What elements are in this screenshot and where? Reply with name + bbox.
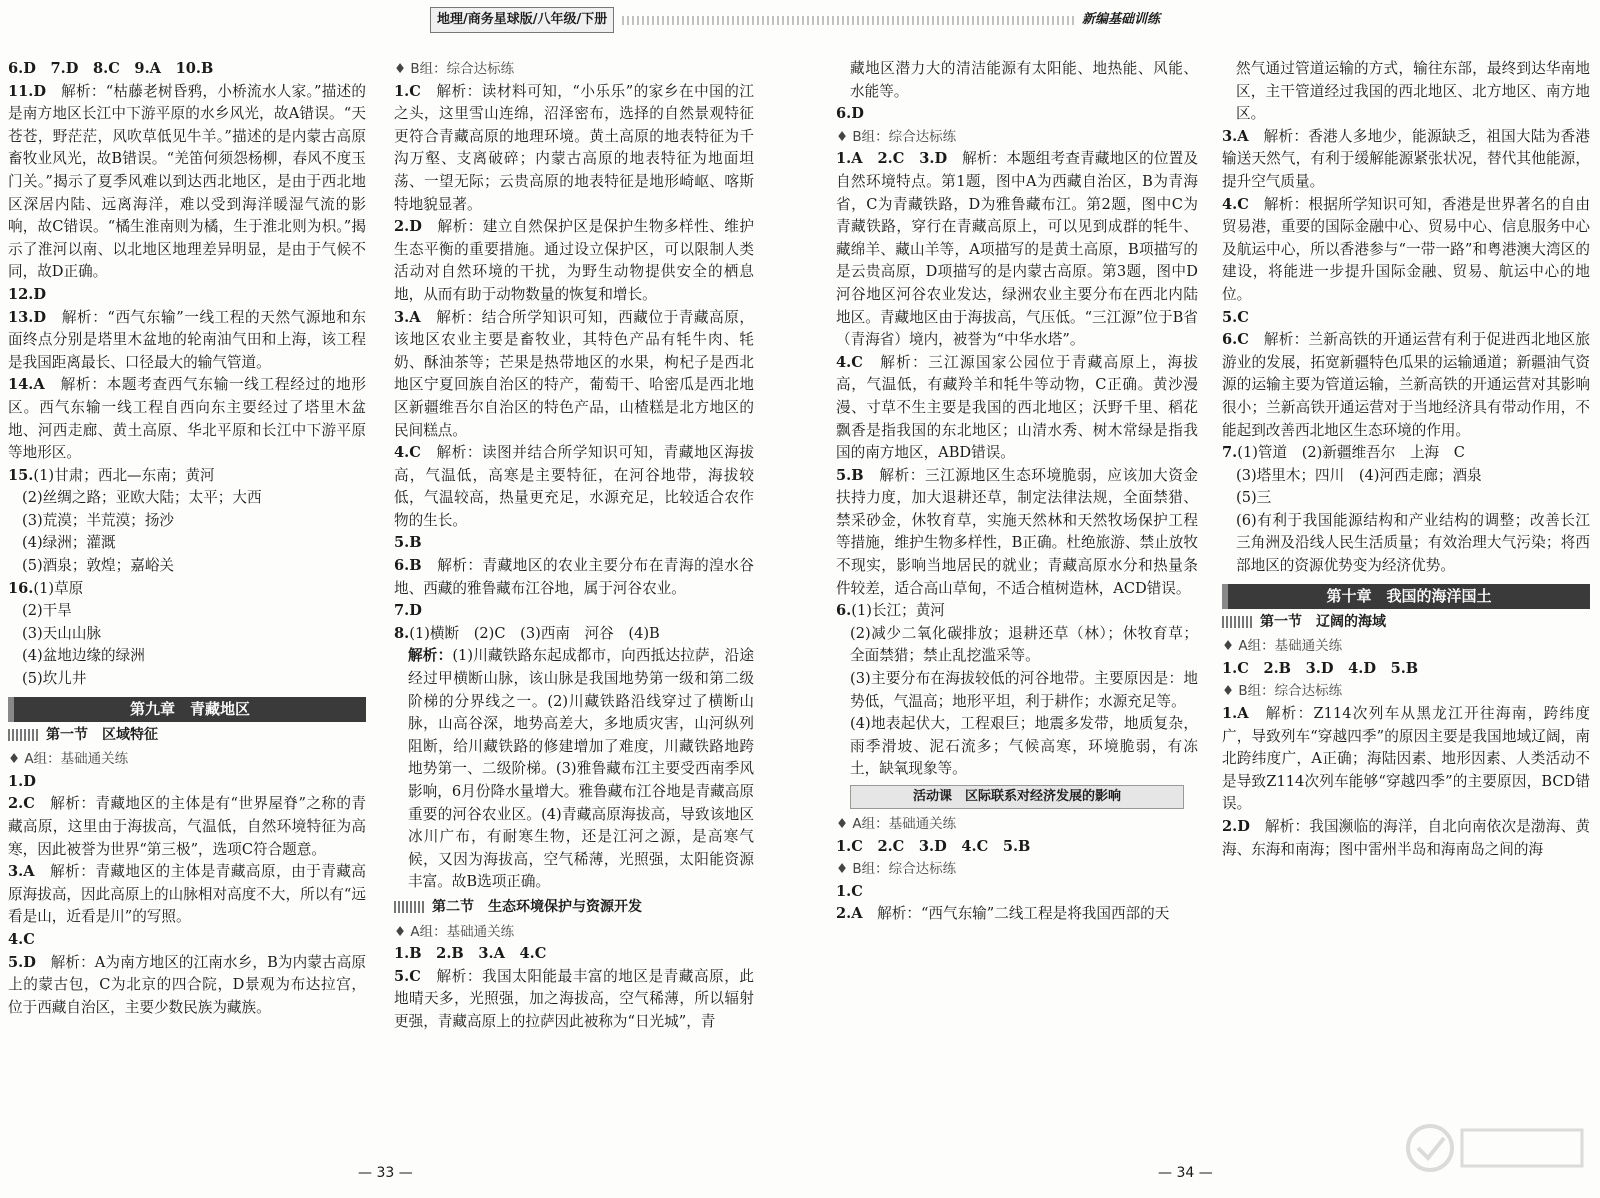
exercise-group-label: ♦ A组：基础通关练 (394, 923, 515, 940)
answer-text: (1)长江；黄河 (851, 602, 945, 620)
answer-key: 1.C (394, 82, 437, 100)
answer-item (394, 555, 754, 600)
answer-item (8, 578, 366, 601)
answer-item (394, 216, 754, 306)
answer-key: 6.B (394, 557, 438, 575)
answer-key: 4.C (1222, 195, 1264, 213)
answer-key: 7.D (394, 602, 422, 620)
answer-text: 解析：根据所学知识可知，香港是世界著名的自由贸易港，重要的国际金融中心、贸易中心、信息服务中心及航运中心，所以香港参与“一带一路”和粤港澳大湾区的建设，将能进一步提升国际金融、贸易、航运中心的地位。 (1222, 195, 1590, 303)
answer-item (394, 943, 754, 966)
answer-text: 解析：建立自然保护区是保护生物多样性、维护生态平衡的重要措施。通过设立保护区，可以限制人类活动对自然环境的干扰，为野生动物提供安全的栖息地，从而有助于动物数量的恢复和增长。 (394, 218, 754, 303)
answer-key: 12.D (8, 285, 47, 303)
column-4 (1222, 58, 1590, 861)
chapter-heading: 第九章 青藏地区 (8, 697, 366, 722)
answer-text: 解析：香港人多地少，能源缺乏，祖国大陆为香港输送天然气，有利于缓解能源紧张状况，替代其他能源，提升空气质量。 (1222, 127, 1590, 190)
answer-text: (1)川藏铁路东起成都市，向西抵达拉萨，沿途经过甲横断山脉，该山脉是我国地势第一级和第二级阶梯的分界线之一。(2)川藏铁路沿线穿过了横断山脉，山高谷深，地势高差大，多地质灾害，山河纵列阻断，给川藏铁路的修建增加了难度，川藏铁路地跨地势第一、二级阶梯。(3)雅鲁藏布江主要受西南季风影响，6月份降水量增大。雅鲁藏布江谷地是青藏高原重要的河谷农业区。(4)青藏高原海拔高，导致该地区冰川广布，有耐寒生物，还是江河之源，是高寒气候，又因为海拔高，空气稀薄，光照强，太阳能资源丰富。故B选项正确。 (408, 647, 754, 891)
answer-text: (4)盆地边缘的绿洲 (22, 647, 145, 665)
answer-item (8, 284, 366, 307)
answer-text: 解析：“西气东输”二线工程是将我国西部的天 (877, 905, 1170, 923)
answer-key: 2.C (8, 795, 51, 813)
section-title: 第一节 辽阔的海域 (1260, 613, 1386, 630)
answer-text: 解析：读图并结合所学知识可知，青藏地区海拔高，气温低，高寒是主要特征，在河谷地带，海拔较低，气温较高，热量更充足，水源充足，比较适合农作物的生长。 (394, 444, 754, 529)
page-number-right: — 34 — (1158, 1165, 1213, 1181)
exercise-group-label: ♦ B组：综合达标练 (394, 61, 515, 77)
header-title: 地理/商务星球版/八年级/下册 (430, 7, 614, 34)
answer-key: 5.B (836, 466, 880, 484)
answer-text: 解析：兰新高铁的开通运营有利于促进西北地区旅游业的发展，拓宽新疆特色瓜果的运输通道；新疆油气资源的运输主要为管道运输，兰新高铁的开通运营对其影响很小；兰新高铁开通运营对于当地经济具有带动作用，不能起到改善西北地区生态环境的作用。 (1222, 331, 1590, 439)
section-bars-icon (394, 901, 426, 913)
answer-text: (1)草原 (33, 579, 84, 597)
answer-item (836, 465, 1198, 601)
answer-item (1222, 510, 1590, 578)
answer-text: 解析：结合所学知识可知，西藏位于青藏高原，该地区农业主要是畜牧业，其特色产品有牦牛肉、牦奶、酥油茶等；芒果是热带地区的水果，枸杞子是西北地区宁夏回族自治区的特产，葡萄干、哈密瓜是西北地区新疆维吾尔自治区的特色产品，山楂糕是北方地区的民间糕点。 (394, 308, 754, 439)
section-heading (1222, 611, 1590, 634)
answer-item (836, 148, 1198, 351)
answer-text: (3)主要分布在海拔较低的河谷地带。主要原因是：地势低，气温高；地形平坦，利于耕作；水源充足等。 (850, 670, 1198, 710)
answer-text: 解析：青藏地区的主体是青藏高原，由于青藏高原海拔高，因此高原上的山脉相对高度不大，所以有“远看是山，近看是川”的写照。 (8, 863, 366, 926)
watermark-icon (1400, 1118, 1590, 1178)
answer-key: 2.D (394, 218, 438, 236)
answer-item (394, 532, 754, 555)
answer-key: 6.D (836, 105, 864, 123)
answer-text: (3)塔里木；四川 (4)河西走廊；酒泉 (1236, 466, 1482, 484)
answer-item (836, 903, 1198, 926)
answer-text: (6)有利于我国能源结构和产业结构的调整；改善长江三角洲及沿线人民生活质量；有效治理大气污染；将西部地区的资源优势变为经济优势。 (1236, 511, 1590, 575)
answer-key: 6.D 7.D 8.C 9.A 10.B (8, 60, 214, 77)
answer-item (836, 668, 1198, 713)
section-heading (394, 896, 754, 919)
answer-key: 1.C 2.B 3.D 4.D 5.B (1222, 659, 1419, 677)
answer-item (8, 645, 366, 668)
answer-item (836, 103, 1198, 126)
answer-text: 解析：本题组考查青藏地区的位置及自然环境特点。第1题，图中A为西藏自治区，B为青海省，C为青藏铁路，D为雅鲁藏布江。第2题，图中C为青藏铁路，穿行在青藏高原上，可以见到成群的牦牛、藏绵羊、藏山羊等，A项描写的是黄土高原，B项描写的是云贵高原，D项描写的是内蒙古高原。第3题，图中D河谷地区河谷农业发达，绿洲农业主要分布在西北内陆地区。青藏地区由于海拔高，气压低。“三江源”位于B省（青海省）境内，被誉为“中华水塔”。 (836, 150, 1198, 349)
answer-text: 解析：我国濒临的海洋，自北向南依次是渤海、黄海、东海和南海；图中雷州半岛和海南岛之间的海 (1222, 818, 1590, 858)
answer-text: (5)三 (1236, 489, 1272, 507)
answer-key: 4.C (836, 353, 881, 371)
answer-key: 8. (394, 624, 410, 642)
answer-text: (1)甘肃；西北—东南；黄河 (33, 466, 215, 484)
answer-text: 藏地区潜力大的清洁能源有太阳能、地热能、风能、水能等。 (850, 60, 1198, 100)
answer-key: 2.A (836, 905, 878, 923)
answer-text: 解析：“西气东输”一线工程的天然气源地和东面终点分别是塔里木盆地的轮南油气田和上海，该工程是我国距离最长、口径最大的输气管道。 (8, 308, 366, 371)
answer-item (8, 374, 366, 464)
answer-text: 解析：Z114次列车从黑龙江开往海南，跨纬度广，导致列车“穿越四季”的原因主要是我国地域辽阔，南北跨纬度广，A正确；海陆因素、地形因素、人类活动不是导致Z114次列车能够“穿越四季”的主要原因，BCD错误。 (1222, 705, 1591, 813)
answer-item (8, 793, 366, 861)
answer-key: 1.D (8, 772, 36, 790)
watermark-logo (1400, 1118, 1590, 1178)
answer-text: (1)管道 (2)新疆维吾尔 上海 C (1237, 444, 1465, 462)
answer-text: 解析：读材料可知，“小乐乐”的家乡在中国的江之头，这里雪山连绵，沼泽密布，选择的自然景观特征更符合青藏高原的地理环境。黄土高原的地表特征为千沟万壑、支离破碎；内蒙古高原的地表特征为地面坦荡、一望无际；云贵高原的地表特征是地形崎岖、喀斯特地貌显著。 (394, 82, 754, 213)
answer-key: 2.D (1222, 818, 1265, 835)
exercise-group-label: ♦ A组：基础通关练 (8, 751, 129, 768)
answer-item (1222, 465, 1590, 488)
answer-item (8, 532, 366, 555)
answer-key: 4.C (8, 930, 35, 948)
answer-item (394, 442, 754, 532)
header-brand: 新编基础训练 (1081, 11, 1160, 27)
answer-item (836, 881, 1198, 904)
answer-text: (5)坎儿井 (22, 670, 87, 688)
section-bars-icon (1222, 616, 1254, 628)
answer-item (8, 952, 366, 1020)
answer-item (1222, 126, 1590, 194)
answer-key: 1.C (836, 882, 863, 900)
answer-key: 11.D (8, 82, 62, 100)
answer-item (836, 600, 1198, 623)
answer-item (1222, 816, 1590, 861)
answer-item (1222, 58, 1590, 126)
answer-text: (5)酒泉；敦煌；嘉峪关 (22, 557, 175, 575)
answer-key: 1.C 2.C 3.D 4.C 5.B (836, 837, 1031, 855)
answer-text: (2)干旱 (22, 602, 72, 620)
section-title: 第二节 生态环境保护与资源开发 (432, 898, 642, 915)
answer-item (836, 713, 1198, 781)
answer-key: 15. (8, 466, 34, 484)
answer-text: (4)地表起伏大，工程艰巨；地震多发带，地质复杂，雨季滑坡、泥石流多；气候高寒，环境脆弱，有冻土，缺氧现象等。 (850, 715, 1198, 778)
answer-item (1222, 329, 1590, 442)
page-number-left: — 33 — (358, 1165, 413, 1181)
answer-text: (2)减少二氧化碳排放；退耕还草（林）；休牧育草；全面禁猎；禁止乱挖滥采等。 (850, 624, 1198, 665)
answer-item (394, 966, 754, 1034)
exercise-group-label: ♦ B组：综合达标练 (836, 128, 957, 145)
answer-item (1222, 307, 1590, 330)
answer-key: 1.A (1222, 705, 1266, 723)
exercise-group-label: ♦ B组：综合达标练 (836, 861, 957, 878)
column-3 (836, 58, 1198, 926)
answer-item (8, 307, 366, 375)
answer-key: 6.C (1222, 331, 1264, 349)
answer-item (8, 58, 366, 81)
answer-text: (4)绿洲；灌溉 (22, 534, 116, 552)
answer-text: (3)荒漠；半荒漠；扬沙 (22, 511, 175, 529)
answer-item (836, 352, 1198, 465)
answer-key: 3.A (394, 308, 437, 326)
answer-item (8, 465, 366, 488)
section-title: 第一节 区域特征 (46, 726, 158, 743)
answer-item (1222, 194, 1590, 307)
exercise-group-label: ♦ A组：基础通关练 (1222, 638, 1343, 655)
column-1 (8, 58, 366, 1019)
answer-key: 14.A (8, 376, 61, 394)
answer-key: 16. (8, 579, 34, 597)
answer-item (394, 600, 754, 623)
answer-item (1222, 703, 1590, 816)
section-heading (8, 724, 366, 747)
answer-text: (2)丝绸之路；亚欧大陆；太平；大西 (22, 489, 262, 507)
answer-item (836, 58, 1198, 103)
answer-item (8, 555, 366, 578)
answer-item (8, 510, 366, 533)
answer-item (8, 861, 366, 929)
answer-key: 1.A 2.C 3.D (836, 150, 963, 168)
answer-item (836, 623, 1198, 668)
answer-item (8, 487, 366, 510)
exercise-group-label: ♦ B组：综合达标练 (1222, 683, 1343, 700)
answer-item (394, 81, 754, 217)
answer-key: 13.D (8, 308, 62, 326)
answer-key: 5.D (8, 953, 51, 971)
answer-item (8, 929, 366, 952)
answer-text: 然气通过管道运输的方式，输往东部，最终到达华南地区，主干管道经过我国的西北地区、北方地区、南方地区。 (1236, 60, 1590, 123)
answer-key: 3.A (1222, 127, 1264, 145)
answer-key: 1.B 2.B 3.A 4.C (394, 945, 547, 963)
answer-text: 解析：青藏地区的农业主要分布在青海的湟水谷地、西藏的雅鲁藏布江谷地，属于河谷农业。 (394, 557, 754, 597)
answer-item (836, 836, 1198, 859)
answer-text: 解析：三江源地区生态环境脆弱，应该加大资金扶持力度，加大退耕还草，制定法律法规，全面禁猎、禁采砂金，休牧育草，实施天然林和天然牧场保护工程等措施，维护生物多样性，B正确。杜绝旅游、禁止放牧不现实，影响当地居民的就业；青藏高原水分和热量条件较差，适合高山草甸，不适合植树造林，ACD错误。 (836, 466, 1198, 597)
answer-key: 5.B (394, 534, 422, 552)
answer-item (1222, 442, 1590, 465)
answer-item (1222, 487, 1590, 510)
answer-key: 5.C (1222, 308, 1249, 326)
running-header (430, 6, 1160, 34)
answer-text: 解析：三江源国家公园位于青藏高原上，海拔高，气温低，有藏羚羊和牦牛等动物，C正确。黄沙漫漫、寸草不生主要是我国的西北地区；沃野千里、稻花飘香是指我国的东北地区；山清水秀、树木常绿是指我国的南方地区，ABD错误。 (836, 353, 1198, 462)
answer-text: 解析：青藏地区的主体是有“世界屋脊”之称的青藏高原，这里由于海拔高，气温低，自然环境特征为高寒，因此被誉为世界“第三极”，选项C符合题意。 (8, 795, 366, 858)
answer-key: 5.C (394, 967, 437, 985)
answer-item (8, 668, 366, 691)
answer-text: (3)天山山脉 (22, 624, 102, 642)
answer-key: 7. (1222, 444, 1238, 462)
answer-key: 6. (836, 602, 852, 620)
answer-text: 解析：我国太阳能最丰富的地区是青藏高原，此地晴天多，光照强，加之海拔高，空气稀薄，所以辐射更强，青藏高原上的拉萨因此被称为“日光城”，青 (394, 967, 754, 1030)
header-dots (622, 16, 1074, 25)
answer-key: 4.C (394, 444, 437, 462)
answer-text: 解析：本题考查西气东输一线工程经过的地形区。西气东输一线工程自西向东主要经过了塔里木盆地、河西走廊、黄土高原、华北平原和长江中下游平原等地形区。 (8, 376, 366, 462)
answer-item (8, 600, 366, 623)
section-bars-icon (8, 729, 40, 741)
exercise-group-label: ♦ A组：基础通关练 (836, 816, 957, 832)
answer-item (394, 307, 754, 443)
answer-key: 3.A (8, 863, 51, 881)
answer-item (8, 81, 366, 284)
activity-heading: 活动课 区际联系对经济发展的影响 (850, 785, 1184, 809)
answer-text: 解析：“枯藤老树昏鸦，小桥流水人家。”描述的是南方地区长江中下游平原的水乡风光，故A错误。“天苍苍，野茫茫，风吹草低见牛羊。”描述的是内蒙古高原畜牧业风光，故B错误。“羌笛何须怨杨柳，春风不度玉门关。”揭示了夏季风难以到达西北地区，是由于西北地区深居内陆、远离海洋，难以受到海洋暖湿气流的影响，故C错误。“橘生淮南则为橘，生于淮北则为枳。”揭示了淮河以南、以北地区地理差异明显，是由于气候不同，故D正确。 (8, 82, 367, 281)
answer-item (8, 623, 366, 646)
answer-item (1222, 658, 1590, 681)
answer-text: 解析：A为南方地区的江南水乡，B为内蒙古高原上的蒙古包，C为北京的四合院，D景观为布达拉宫，位于西藏自治区，主要少数民族为藏族。 (8, 953, 366, 1016)
answer-item (394, 623, 754, 646)
chapter-heading: 第十章 我国的海洋国土 (1222, 584, 1590, 609)
answer-text: (1)横断 (2)C (3)西南 河谷 (4)B (409, 624, 660, 642)
column-2 (394, 58, 754, 1034)
answer-item (394, 645, 754, 894)
answer-key: 解析： (408, 647, 453, 665)
answer-item (8, 771, 366, 794)
